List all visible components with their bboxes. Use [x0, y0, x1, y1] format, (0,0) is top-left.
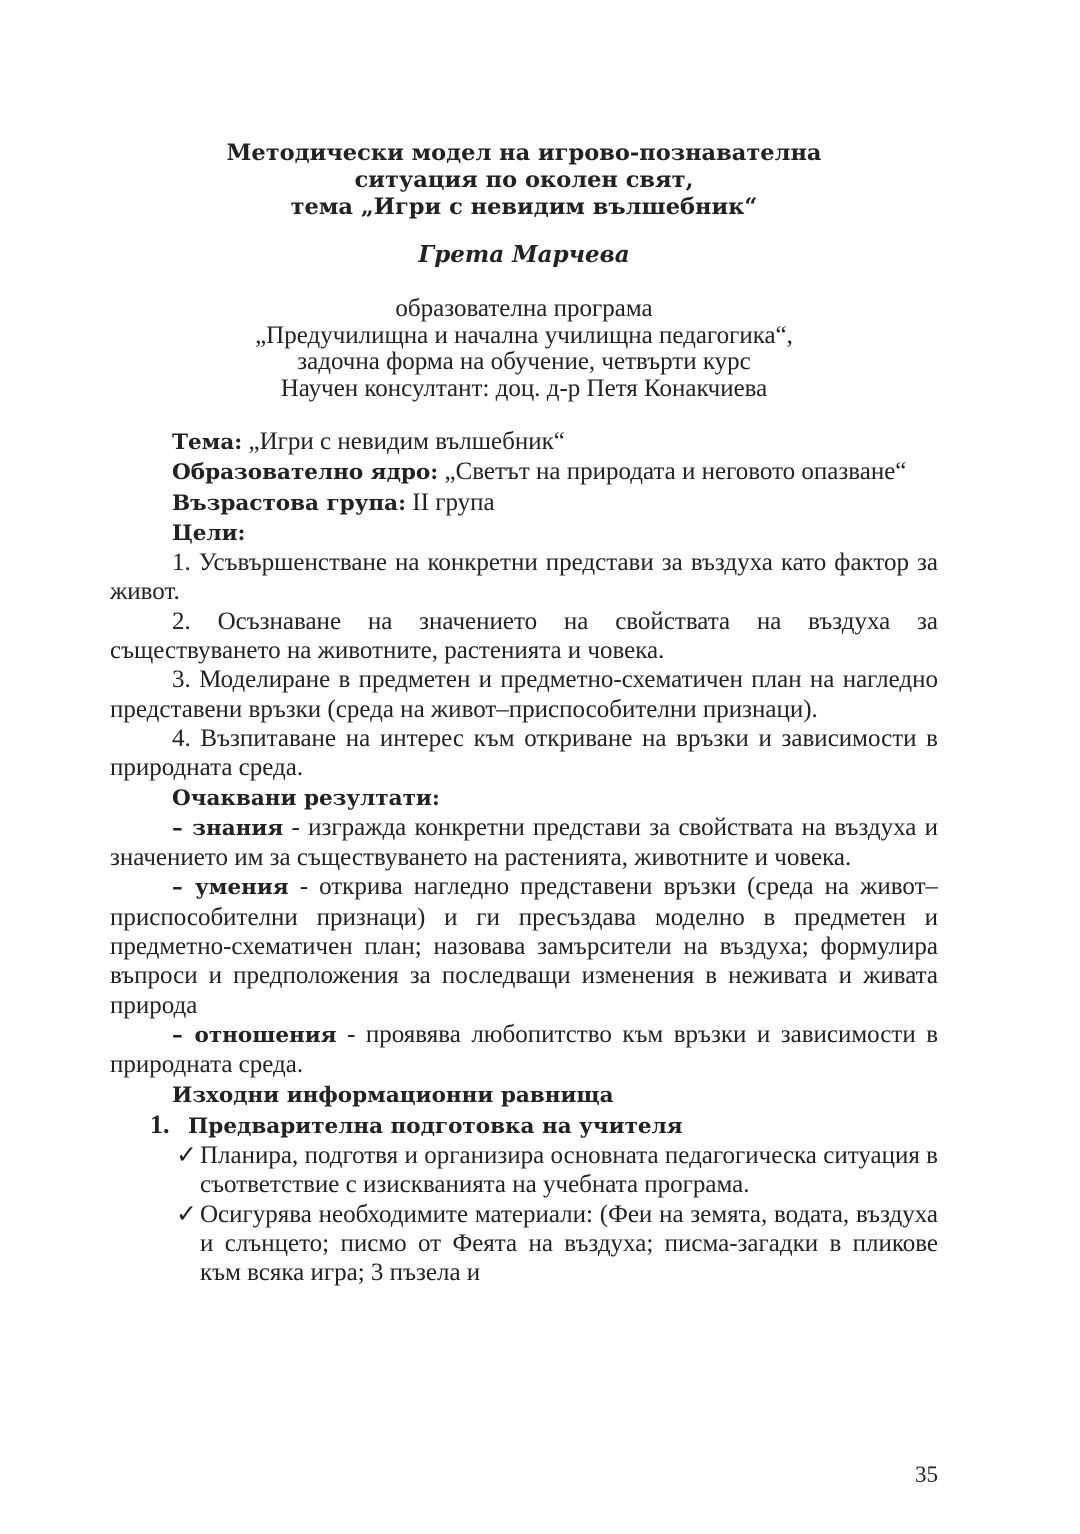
check-list-item: [110, 1141, 938, 1200]
page-number: 35: [915, 1462, 938, 1487]
title-line-2: ситуация по околен свят,: [354, 167, 694, 193]
result-term: – отношения: [172, 1022, 337, 1048]
check-list-item: [110, 1200, 938, 1288]
section-title: Предварителна подготовка на учителя: [188, 1113, 683, 1139]
result-item: [110, 813, 938, 873]
age-line: [110, 488, 938, 518]
goal-item: 3. Моделиране в предметен и предметно-схематичен план на нагледно представени връзки (среда на живот–приспособителни признаци).: [110, 666, 938, 723]
title-line-3: тема „Игри с невидим вълшебник“: [290, 194, 758, 220]
goals-heading: [110, 518, 938, 548]
result-text: - проявява любопитство към връзки и зависимости в природната среда.: [110, 1020, 939, 1079]
goal-item: 2. Осъзнаване на значението на свойствата на въздуха за съществуването на животните, растенията и човека.: [110, 607, 938, 665]
checkmark-icon: ✓: [176, 1200, 197, 1228]
core-line: [110, 457, 938, 487]
topic-label: Тема:: [172, 430, 243, 455]
topic-value: „Игри с невидим вълшебник“: [242, 428, 565, 455]
checkmark-icon: ✓: [176, 1142, 197, 1170]
goal-item: 1. Усъвършенстване на конкретни представи за въздуха като фактор за живот.: [110, 549, 938, 606]
body-text: [110, 427, 938, 1288]
age-value: II група: [406, 488, 495, 516]
result-term: – умения: [172, 875, 289, 901]
goals-label: Цели:: [172, 520, 246, 546]
goal-item: 4. Възпитаване на интерес към откриване на връзки и зависимости в природната среда.: [110, 724, 938, 782]
affiliation-line-1: образователна програма: [395, 295, 653, 322]
levels-label: Изходни информационни равнища: [172, 1082, 614, 1108]
article-title: [110, 140, 938, 221]
result-item: [110, 872, 938, 1019]
section-number: 1.: [150, 1109, 170, 1139]
topic-line: [110, 427, 938, 457]
check-item-text: Планира, подготвя и организира основната педагогическа ситуация в съответствие с изискванията на учебната програма.: [200, 1142, 938, 1199]
results-heading: [110, 783, 938, 813]
author-name: Грета Марчева: [418, 241, 630, 268]
result-item: [110, 1020, 938, 1080]
results-label: Очаквани резултати:: [172, 785, 440, 811]
age-label: Възрастова група:: [172, 490, 407, 516]
affiliation-line-3: задочна форма на обучение, четвърти курс: [297, 348, 751, 375]
affiliation-line-4: Научен консултант: доц. д-р Петя Конакчиева: [280, 374, 768, 402]
result-text: - открива нагледно представени връзки (среда на живот–приспособителни признаци) и ги пресъздава моделно в предметен и предметно-схематичен план; назовава замърсители на въздуха; формулира въпроси и предположения за последващи изменения в неживата и живата природа: [110, 873, 939, 1019]
affiliation-block: [110, 296, 938, 402]
affiliation-line-2: „Предучилищна и начална училищна педагогика“,: [255, 321, 793, 349]
title-line-1: Методически модел на игрово-познавателна: [226, 140, 822, 166]
result-term: – знания: [172, 815, 284, 841]
check-item-text: Осигурява необходимите материали: (Феи на земята, водата, въздуха и слънцето; писмо от Феята на въздуха; писма-загадки в пликове към всяка игра; 3 пъзела и: [200, 1200, 938, 1287]
levels-heading: [110, 1080, 938, 1110]
numbered-section: [110, 1110, 938, 1141]
core-label: Образователно ядро:: [172, 460, 439, 486]
result-text: - изгражда конкретни представи за свойствата на въздуха и значението им за съществуването на растенията, животните и човека.: [110, 813, 938, 872]
core-value: „Светът на природата и неговото опазване“: [438, 458, 907, 486]
